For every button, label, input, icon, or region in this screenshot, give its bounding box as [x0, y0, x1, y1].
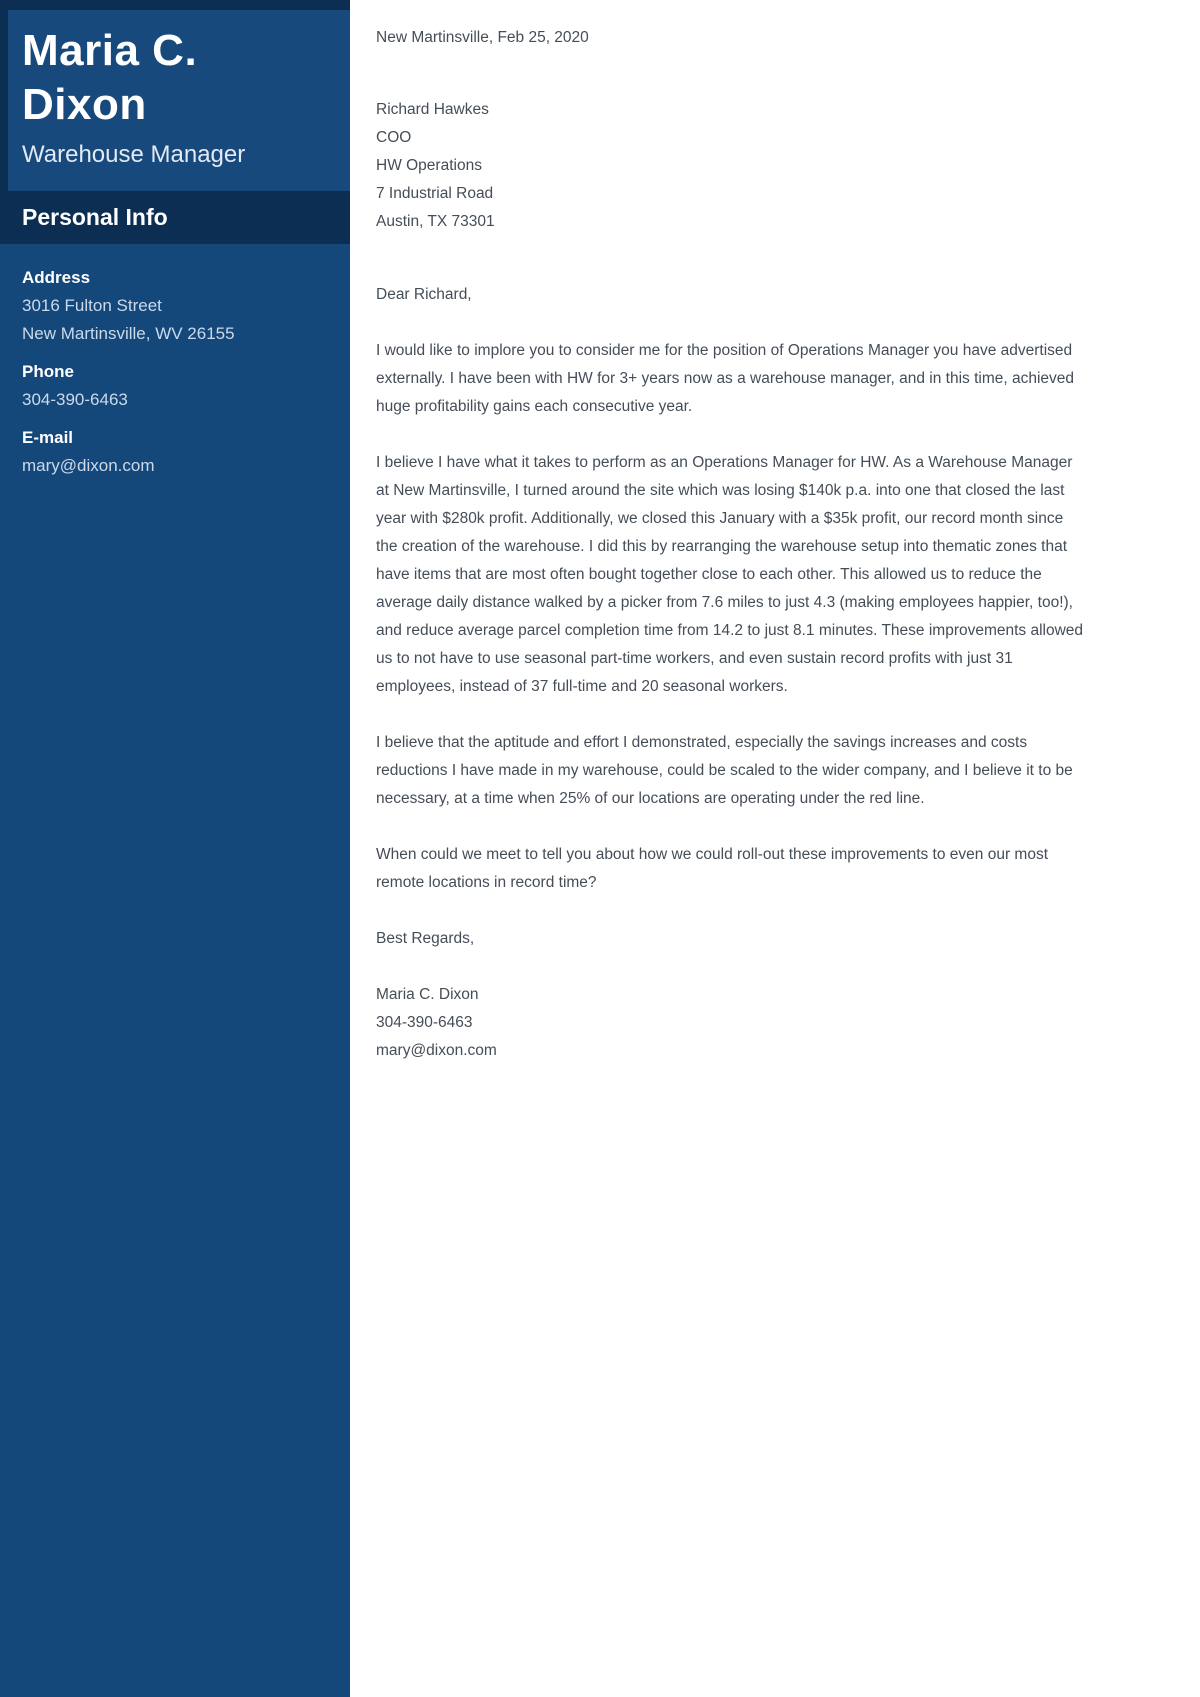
personal-info-title: Personal Info: [22, 204, 168, 231]
salutation: Dear Richard,: [376, 286, 472, 303]
sidebar-header: [0, 0, 350, 191]
person-name: Maria C. Dixon: [22, 26, 198, 129]
paragraph-achievements: I believe I have what it takes to perform as an Operations Manager for HW. As a Warehouse Manager at New Martinsville, I turned around the site which was losing $140k p.a. into one that closed the last year with $280k profit. Additionally, we closed this January with a $35k profit, our record month since the creation of the warehouse. I did this by rearranging the warehouse setup into thematic zones that have items that are most often bought together close to each other. This allowed us to reduce the average daily distance walked by a picker from 7.6 miles to just 4.3 (making employees happier, too!), and reduce average parcel completion time from 14.2 to just 8.1 minutes. These improvements allowed us to not have to use seasonal part-time workers, and even sustain record profits with just 31 employees, instead of 37 full-time and 20 seasonal workers.: [376, 454, 1084, 695]
address-label: Address: [22, 268, 91, 288]
signature-block: [376, 981, 1088, 1065]
phone-value: 304-390-6463: [22, 390, 128, 410]
signature-name: Maria C. Dixon: [376, 986, 479, 1003]
signature-email: mary@dixon.com: [376, 1042, 497, 1059]
paragraph-intro: I would like to implore you to consider me for the position of Operations Manager you have advertised externally. I have been with HW for 3+ years now as a warehouse manager, and in this time, achieved huge profitability gains each consecutive year.: [376, 342, 1075, 415]
closing: Best Regards,: [376, 930, 475, 947]
sidebar: [0, 0, 350, 1697]
recipient-street: 7 Industrial Road: [376, 185, 494, 202]
personal-info-band: [0, 191, 350, 244]
person-job-title: Warehouse Manager: [22, 141, 246, 169]
recipient-company: HW Operations: [376, 157, 482, 174]
address-line-1: 3016 Fulton Street: [22, 296, 162, 316]
personal-info-body: [0, 244, 350, 480]
phone-label: Phone: [22, 362, 74, 382]
email-label: E-mail: [22, 428, 74, 448]
recipient-role: COO: [376, 129, 412, 146]
paragraph-call-to-action: When could we meet to tell you about how we could roll-out these improvements to even our most remote locations in record time?: [376, 846, 1049, 891]
recipient-block: [376, 96, 1088, 236]
sidebar-header-panel: [8, 10, 350, 191]
recipient-city: Austin, TX 73301: [376, 213, 495, 230]
dateline: New Martinsville, Feb 25, 2020: [376, 29, 589, 46]
signature-phone: 304-390-6463: [376, 1014, 473, 1031]
info-group-email: [22, 424, 330, 480]
paragraph-scaling: I believe that the aptitude and effort I demonstrated, especially the savings increases and costs reductions I have made in my warehouse, could be scaled to the wider company, and I believe it to be necessary, at a time when 25% of our locations are operating under the red line.: [376, 734, 1073, 807]
info-group-address: [22, 264, 330, 348]
letter-body: [350, 0, 1200, 1697]
recipient-name: Richard Hawkes: [376, 101, 489, 118]
address-line-2: New Martinsville, WV 26155: [22, 324, 235, 344]
info-group-phone: [22, 358, 330, 414]
email-value: mary@dixon.com: [22, 456, 155, 476]
